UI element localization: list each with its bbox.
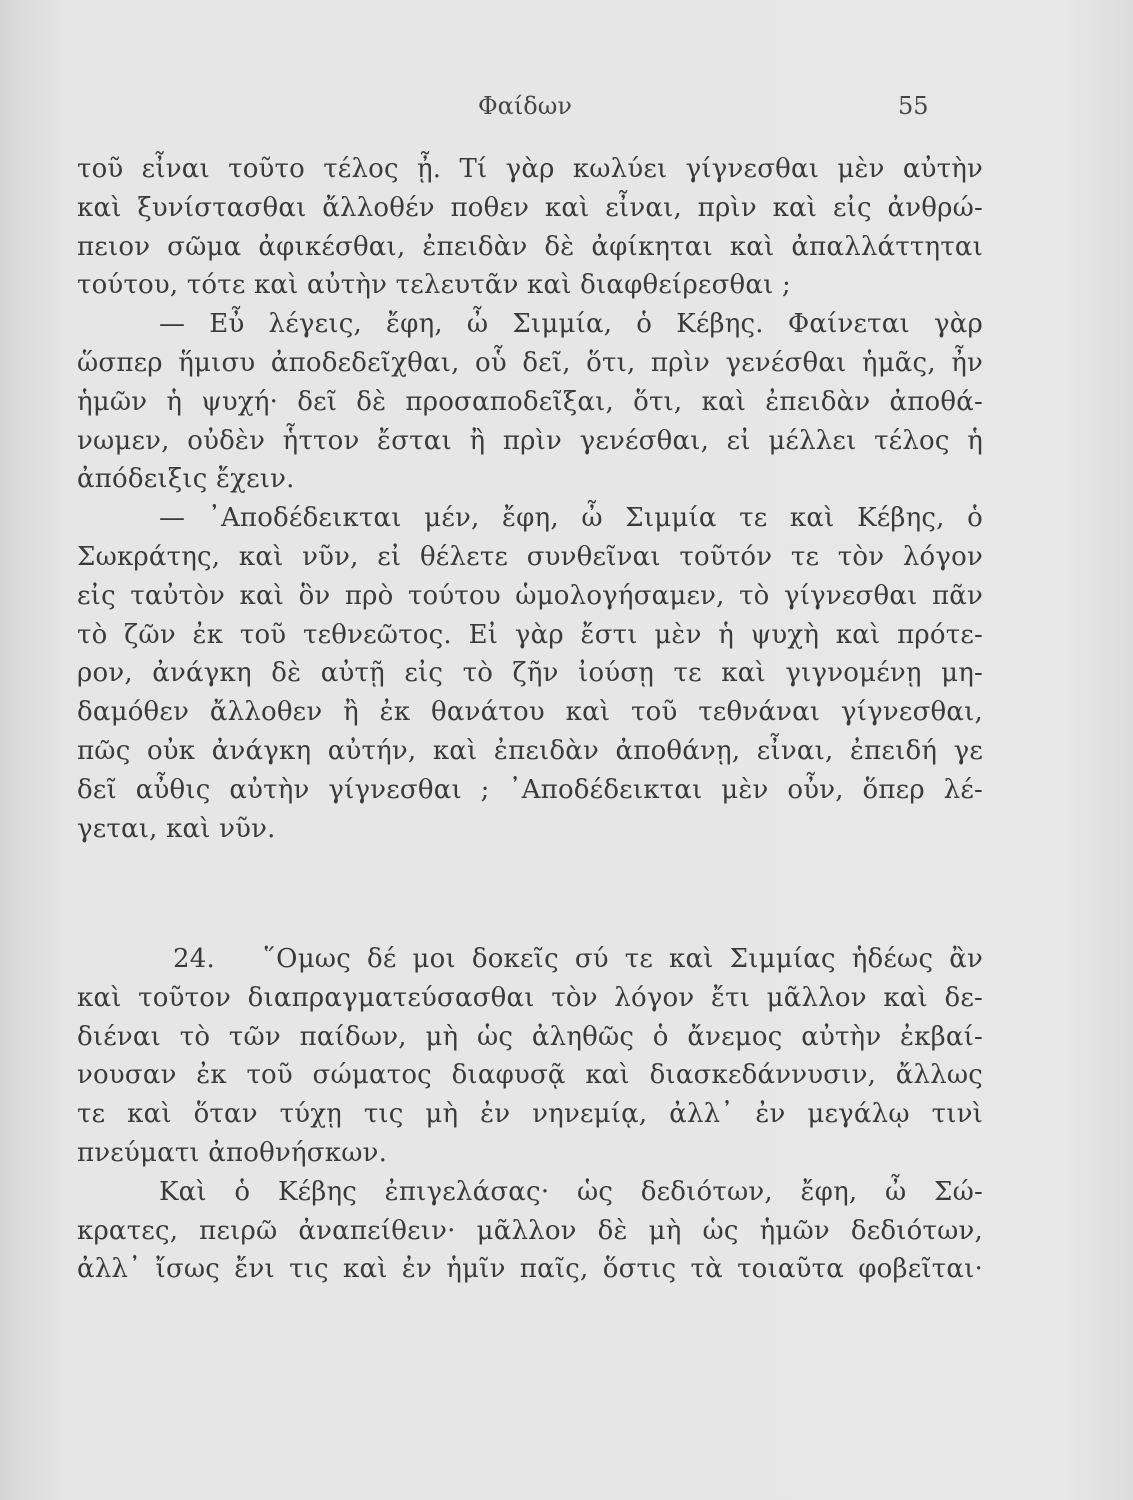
text-line: γεται, καὶ νῦν. <box>77 813 276 844</box>
text-line: τούτου, τότε καὶ αὐτὴν τελευτᾶν καὶ διαφθείρεσθαι ; <box>77 270 791 301</box>
text-line: δεῖ αὖθις αὐτὴν γίγνεσθαι ; ᾿Αποδέδεικται μὲν οὖν, ὅπερ λέ- <box>77 774 983 805</box>
text-line: τοῦ εἶναι τοῦτο τέλος ᾖ. Τί γὰρ κωλύει γίγνεσθαι μὲν αὐτὴν <box>77 154 983 184</box>
text-line: τε καὶ ὅταν τύχῃ τις μὴ ἐν νηνεμίᾳ, ἀλλ᾿ ἐν μεγάλῳ τινὶ <box>77 1099 983 1130</box>
running-title: Φαίδων <box>478 92 572 120</box>
section-24-text <box>77 940 983 1289</box>
section-first-line <box>77 940 983 979</box>
text-line: ὥσπερ ἥμισυ ἀποδεδεῖχθαι, οὗ δεῖ, ὅτι, πρὶν γενέσθαι ἡμᾶς, ἦν <box>77 347 983 378</box>
text-line: εἰς ταὐτὸν καὶ ὃν πρὸ τούτου ὡμολογήσαμεν, τὸ γίγνεσθαι πᾶν <box>77 580 983 611</box>
section-number: 24. <box>173 944 215 974</box>
text-line: ἀπόδειξις ἔχειν. <box>77 464 295 495</box>
text-line: νουσαν ἐκ τοῦ σώματος διαφυσᾷ καὶ διασκεδάννυσιν, ἄλλως <box>77 1060 983 1091</box>
text-line: καὶ ξυνίστασθαι ἄλλοθέν ποθεν καὶ εἶναι, πρὶν καὶ εἰς ἀνθρώ- <box>77 192 983 223</box>
main-text <box>77 150 983 848</box>
text-line: — Εὖ λέγεις, ἔφη, ὦ Σιμμία, ὁ Κέβης. Φαίνεται γὰρ <box>159 309 983 340</box>
text-line: νωμεν, οὐδὲν ἧττον ἔσται ἢ πρὶν γενέσθαι, εἰ μέλλει τέλος ἡ <box>77 425 983 456</box>
text-line: ἡμῶν ἡ ψυχή· δεῖ δὲ προσαποδεῖξαι, ὅτι, καὶ ἐπειδὰν ἀποθά- <box>77 386 983 417</box>
text-line: ἀλλ᾿ ἴσως ἔνι τις καὶ ἐν ἡμῖν παῖς, ὅστις τὰ τοιαῦτα φοβεῖται· <box>77 1254 983 1285</box>
text-line: ρον, ἀνάγκη δὲ αὐτῇ εἰς τὸ ζῆν ἰούσῃ τε καὶ γιγνομένῃ μη- <box>77 658 983 689</box>
text-line: δαμόθεν ἄλλοθεν ἢ ἐκ θανάτου καὶ τοῦ τεθνάναι γίγνεσθαι, <box>77 697 983 728</box>
page-header <box>0 92 1133 132</box>
text-line: τὸ ζῶν ἐκ τοῦ τεθνεῶτος. Εἰ γὰρ ἔστι μὲν ἡ ψυχὴ καὶ πρότε- <box>77 619 983 650</box>
page-number: 55 <box>898 92 929 120</box>
text-line: πειον σῶμα ἀφικέσθαι, ἐπειδὰν δὲ ἀφίκηται καὶ ἀπαλλάττηται <box>77 231 983 262</box>
text-line: Καὶ ὁ Κέβης ἐπιγελάσας· ὡς δεδιότων, ἔφη, ὦ Σώ- <box>159 1176 983 1207</box>
text-line: κρατες, πειρῶ ἀναπείθειν· μᾶλλον δὲ μὴ ὡς ἡμῶν δεδιότων, <box>77 1215 983 1246</box>
text-line: διέναι τὸ τῶν παίδων, μὴ ὡς ἀληθῶς ὁ ἄνεμος αὐτὴν ἐκβαί- <box>77 1021 983 1052</box>
text-line: πῶς οὐκ ἀνάγκη αὐτήν, καὶ ἐπειδὰν ἀποθάνῃ, εἶναι, ἐπειδή γε <box>77 735 983 766</box>
text-line: πνεύματι ἀποθνήσκων. <box>77 1137 388 1168</box>
text-line: — ᾿Αποδέδεικται μέν, ἔφη, ὦ Σιμμία τε καὶ Κέβης, ὁ <box>159 503 983 534</box>
text-line: Σωκράτης, καὶ νῦν, εἰ θέλετε συνθεῖναι τοῦτόν τε τὸν λόγον <box>77 541 983 572</box>
section-opening-text: ῞Ομως δέ μοι δοκεῖς σύ τε καὶ Σιμμίας ἡδέως ἂν <box>262 944 983 974</box>
text-line: καὶ τοῦτον διαπραγματεύσασθαι τὸν λόγον ἔτι μᾶλλον καὶ δε- <box>77 982 983 1013</box>
